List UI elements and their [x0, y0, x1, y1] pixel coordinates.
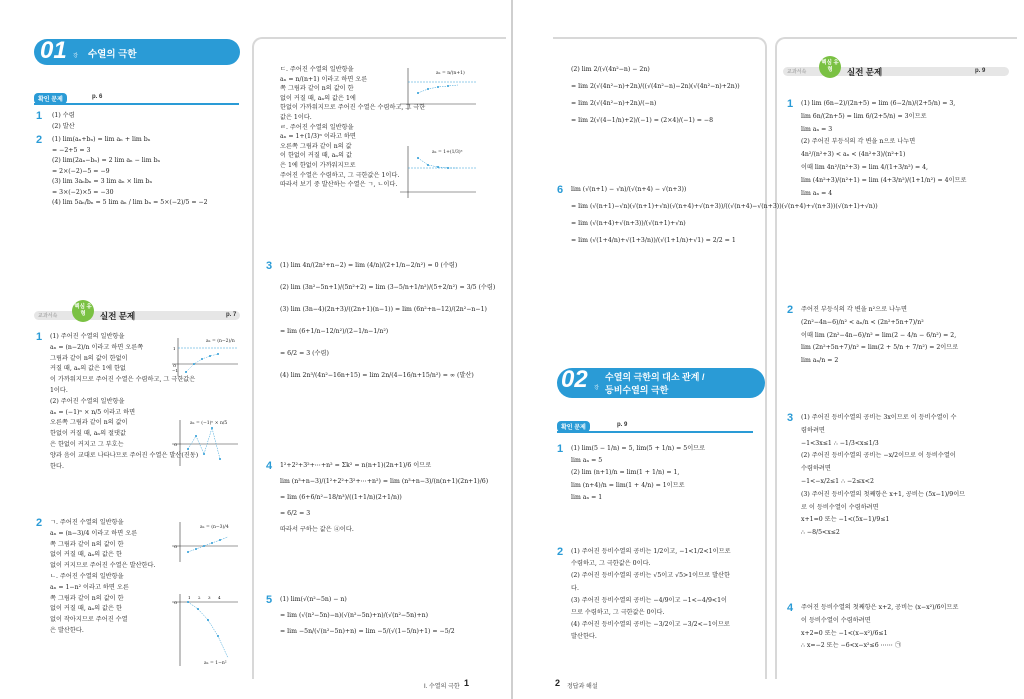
solution-line: 없이 커질 때, aₙ의 값은 1에 — [280, 94, 356, 102]
solution-line: (3) 주어진 등비수열의 공비는 −4/9이고 −1<−4/9<1이 — [571, 596, 727, 604]
solution-line: = lim (√(1+4/n)+√(1+3/n))/(√(1+1/n)+√1) = 2/2 = 1 — [571, 237, 736, 244]
solution-line: 한다. — [50, 462, 64, 470]
solution-line: (4) lim 2n³/(4n²−16n+15) = lim 2n/(4−16/n+15/n²) = ∞ (발산) — [280, 372, 474, 379]
solution-line: 한없이 가까워지므로 주어진 수열은 수렴하고, 그 극한 — [280, 104, 426, 112]
graph-1-label: aₙ = (n−2)/n — [206, 339, 235, 344]
solution-line: 로 이 등비수열이 수렴하려면 — [801, 503, 879, 511]
solution-line: lim 6n/(2n+5) = lim 6/(2+5/n) = 3이므로 — [801, 112, 927, 120]
svg-text:3: 3 — [208, 595, 211, 600]
footer-text: I. 수열의 극한 — [424, 684, 460, 690]
solution-line: aₙ = 1+(1/3)ⁿ 이라고 하면 — [280, 133, 356, 141]
solution-line: (1) lim(aₙ+bₙ) = lim aₙ + lim bₙ — [52, 136, 151, 143]
solution-line: x+1=0 또는 −1<(5x−1)/9≤1 — [801, 516, 890, 524]
solution-line: 오른쪽 그림과 같이 n의 값이 — [50, 419, 128, 427]
solution-line: 없이 작아지므로 주어진 수열 — [50, 616, 128, 624]
solution-line: (3) lim (3n−4)(2n+3)/((2n+1)(n−1)) = lim (6n²+n−12)/(2n²−n−1) — [280, 306, 487, 313]
solution-line: lim (√(n+1) − √n)/(√(n+4) − √(n+3)) — [571, 186, 687, 193]
practice-page-ref: p. 7 — [226, 312, 237, 318]
graph-6-label: aₙ = 1+(1/3)ⁿ — [432, 150, 463, 155]
practice-title: 실전 문제 — [100, 311, 136, 321]
solution-line: lim aₙ = 1 — [571, 493, 603, 501]
solution-line: 1²+2²+3²+⋯+n² = Σk² = n(n+1)(2n+1)/6 이므로 — [280, 462, 432, 469]
chapter-suffix: 강 — [73, 53, 78, 59]
core-type-badge-2: 핵심 유형 — [819, 56, 841, 78]
solution-line: (2) lim (n+1)/n = lim(1 + 1/n) = 1, — [571, 469, 680, 477]
chapter2-title-line2: 등비수열의 극한 — [605, 385, 669, 395]
solution-line: (4) 주어진 등비수열의 공비는 −3/2이고 −3/2<−1이므로 — [571, 621, 730, 629]
solution-line: aₙ = 1−n² 이라고 하면 오른 — [50, 583, 129, 591]
solution-line: (2) 발산 — [52, 122, 75, 130]
problem-number: 2 — [36, 517, 43, 529]
solution-line: lim (n+4)/n = lim(1 + 4/n) = 1이므로 — [571, 481, 685, 489]
solution-line: = lim (6+1/n−12/n²)/(2−1/n−1/n²) — [280, 328, 389, 335]
svg-text:O: O — [174, 600, 178, 605]
solution-line: 수렴하려면 — [801, 465, 831, 473]
right-page — [513, 0, 1024, 699]
solution-line: 커질 때, aₙ의 값은 1에 한없 — [50, 365, 126, 373]
solution-line: (2) 주어진 수열의 일반항을 — [50, 397, 125, 405]
solution-line: (1) 주어진 수열의 일반항을 — [50, 333, 125, 340]
graph-5 — [398, 66, 478, 112]
graph-3-label: aₙ = (n−3)/4 — [200, 525, 229, 530]
solution-line: (2) 주어진 부등식의 각 변을 n으로 나누면 — [801, 138, 916, 146]
solution-line: (2) lim (3n²−5n+1)/(5n²+2) = lim (3−5/n+1/n²)/(5+2/n²) = 3/5 (수렴) — [280, 284, 496, 291]
solution-line: 이 등비수열이 수렴하려면 — [801, 616, 871, 624]
solution-line: aₙ = (−1)ⁿ × n/5 이라고 하면 — [50, 408, 136, 416]
solution-line: ∴ x=−2 또는 −6<x−x²≤6 ⋯⋯ ㉠ — [801, 642, 902, 650]
solution-line: lim aₙ/n = 2 — [801, 357, 839, 365]
solution-line: 따라서 구하는 값은 ④이다. — [280, 526, 354, 533]
problem-number: 4 — [266, 460, 273, 472]
solution-line: lim (4n²+3)/(n²+1) = lim (4+3/n²)/(1+1/n²) = 4이므로 — [801, 176, 967, 184]
solution-line: (2n²−4n−6)/n² < aₙ/n < (2n²+5n+7)/n² — [801, 318, 924, 326]
check2-page-ref: p. 9 — [617, 422, 628, 428]
solution-line: 없이 커지므로 주어진 수열은 발산한다. — [50, 562, 156, 570]
practice2-title: 실전 문제 — [847, 67, 883, 77]
solution-line: 쪽 그림과 같이 n의 값이 한 — [50, 540, 124, 548]
problem-number: 6 — [557, 184, 564, 196]
solution-line: (4) lim 5aₙ/bₙ = 5 lim aₙ / lim bₙ = 5×(−2)/5 = −2 — [52, 199, 208, 206]
solution-line: 은 발산한다. — [50, 627, 84, 634]
solution-line: (2) lim(2aₙ−bₙ) = 2 lim aₙ − lim bₙ — [52, 157, 161, 164]
graph-5-label: aₙ = n/(n+1) — [436, 71, 465, 76]
solution-line: ㄴ. 주어진 수열의 일반항을 — [50, 573, 124, 580]
problem-number: 1 — [557, 443, 564, 455]
solution-line: lim aₙ = 5 — [571, 457, 603, 465]
solution-line: aₙ = n/(n+1) 이라고 하면 오른 — [280, 75, 368, 83]
solution-line: 은 한없이 커지고 그 부호는 — [50, 441, 124, 448]
svg-text:4: 4 — [218, 595, 221, 600]
solution-line: = lim 2(√(4n²−n)+2n)/((√(4n²−n)−2n)(√(4n²−n)+2n)) — [571, 83, 740, 90]
solution-line: = 3×(−2)×5 = −30 — [52, 188, 114, 196]
solution-line: = lim 2(√(4n²−n)+2n)/(−n) — [571, 100, 657, 107]
solution-line: (1) 주어진 등비수열의 공비는 3x이므로 이 등비수열이 수 — [801, 414, 957, 421]
solution-line: 없이 커질 때, aₙ의 값은 한 — [50, 551, 122, 559]
solution-line: (1) lim(√(n²−5n) − n) — [280, 596, 347, 603]
solution-line: 이 한없이 커질 때, aₙ의 값 — [280, 152, 352, 160]
solution-line: (2) 주어진 등비수열의 공비는 √5이고 √5>1이므로 발산한 — [571, 572, 731, 580]
solution-line: (2) lim 2/(√(4n²−n) − 2n) — [571, 66, 650, 73]
svg-text:O: O — [174, 442, 178, 447]
left-page — [0, 0, 511, 699]
practice-band — [34, 311, 240, 320]
solution-line: 주어진 등비수열의 첫째항은 x+2, 공비는 (x−x²)/6이므로 — [801, 604, 959, 611]
graph-4 — [170, 592, 240, 668]
solution-line: = −2+5 = 3 — [52, 146, 91, 154]
solution-line: 쪽 그림과 같이 n의 값이 한 — [50, 594, 124, 602]
solution-line: = 6/2 = 3 — [280, 510, 311, 517]
solution-line: = 6/2 = 3 (수렴) — [280, 350, 329, 357]
practice2-page-ref: p. 9 — [975, 68, 986, 74]
solution-line: −1<3x≤1 ∴ −1/3<x≤1/3 — [801, 439, 879, 447]
problem-number: 1 — [36, 331, 43, 343]
solution-line: (1) lim 4n/(2n²+n−2) = lim (4/n)/(2+1/n−2/n²) = 0 (수렴) — [280, 262, 458, 269]
solution-line: 므로 수렴하고, 그 극한값은 0이다. — [571, 609, 665, 616]
graph-1 — [170, 334, 240, 378]
chapter2-suffix: 강 — [594, 385, 599, 391]
solution-line: 4n²/(n²+3) < aₙ < (4n²+3)/(n²+1) — [801, 151, 906, 159]
solution-line: −1<−x/2≤1 ∴ −2≤x<2 — [801, 478, 874, 485]
solution-line: = lim (6+6/n²−18/n³)/((1+1/n)(2+1/n)) — [280, 494, 402, 501]
solution-line: = 2×(−2)−5 = −9 — [52, 167, 110, 175]
check-page-ref: p. 6 — [92, 94, 103, 100]
solution-line: 주어진 부등식의 각 변을 n²으로 나누면 — [801, 306, 907, 313]
solution-line: 수렴하고, 그 극한값은 0이다. — [571, 560, 651, 568]
solution-line: (3) lim 3aₙbₙ = 3 lim aₙ × lim bₙ — [52, 178, 153, 185]
solution-line: lim aₙ = 3 — [801, 125, 833, 133]
solution-line: (1) lim(5 − 1/n) = 5, lim(5 + 1/n) = 5이므로 — [571, 445, 706, 452]
solution-line: lim (n³+n−3)/(1²+2²+3²+⋯+n²) = lim (n³+n−3)/(n(n+1)(2n+1)/6) — [280, 478, 489, 485]
problem-number: 5 — [266, 594, 273, 606]
solution-line: 이때 lim (2n²−4n−6)/n² = lim(2 − 4/n − 6/n²) = 2, — [801, 331, 957, 339]
solution-line: 주어진 수열은 수렴하고, 그 극한값은 1이다. — [280, 171, 400, 179]
solution-line: 이 가까워지므로 주어진 수열은 수렴하고, 그 극한값은 — [50, 376, 196, 384]
check2-label: 확인 문제 — [557, 421, 590, 432]
problem-number: 3 — [787, 412, 794, 424]
problem-number: 1 — [36, 110, 43, 122]
check-label: 확인 문제 — [34, 93, 67, 104]
solution-line: (2) 주어진 등비수열의 공비는 −x/2이므로 이 등비수열이 — [801, 452, 956, 460]
graph-2 — [170, 418, 240, 468]
svg-text:−1: −1 — [172, 368, 178, 373]
problem-number: 1 — [787, 98, 794, 110]
core-type-badge: 핵심 유형 — [72, 300, 94, 322]
solution-line: 따라서 보기 중 발산하는 수열은 ㄱ, ㄴ이다. — [280, 181, 398, 189]
solution-line: 없이 커질 때, aₙ의 값은 한 — [50, 605, 122, 613]
graph-6 — [398, 144, 478, 200]
practice2-band-label: 교과서속 — [787, 69, 807, 75]
solution-line: ㄱ. 주어진 수열의 일반항을 — [50, 519, 124, 526]
svg-text:O: O — [174, 544, 178, 549]
page-number: 1 — [464, 678, 470, 688]
solution-line: 은 1에 한없이 가까워지므로 — [280, 162, 356, 169]
svg-text:2: 2 — [198, 595, 201, 600]
solution-line: = lim −5n/(√(n²−5n)+n) = lim −5/(√(1−5/n)+1) = −5/2 — [280, 628, 455, 635]
solution-line: 1이다. — [50, 387, 68, 394]
graph-4-label: aₙ = 1−n² — [204, 661, 227, 666]
solution-line: 그림과 같이 n의 값이 한없이 — [50, 354, 128, 362]
solution-line: = lim (√(n+1)−√n)(√(n+1)+√n)(√(n+4)+√(n+3))/((√(n+4)−√(n+3))(√(n+4)+√(n+3))(√(n+1)+√n)) — [571, 203, 878, 210]
svg-text:1: 1 — [188, 595, 191, 600]
solution-line: = lim (√(n²−5n)−n)(√(n²−5n)+n)/(√(n²−5n)+n) — [280, 612, 429, 619]
solution-line: (3) 주어진 등비수열의 첫째항은 x+1, 공비는 (5x−1)/9이므 — [801, 490, 966, 498]
graph-2-label: aₙ = (−1)ⁿ × n/5 — [190, 421, 228, 426]
solution-line: 이때 lim 4n²/(n²+3) = lim 4/(1+3/n²) = 4, — [801, 164, 929, 171]
solution-line: 발산한다. — [571, 633, 597, 641]
solution-line: aₙ = (n−2)/n 이라고 하면 오른쪽 — [50, 343, 144, 351]
solution-line: lim aₙ = 4 — [801, 189, 833, 197]
practice-band-label: 교과서속 — [38, 313, 58, 319]
chapter2-title-line1: 수열의 극한의 대소 관계 / — [605, 372, 705, 382]
svg-text:O: O — [173, 363, 177, 368]
chapter-number: 01 — [40, 37, 67, 64]
solution-line: = lim 2(√(4−1/n)+2)/(−1) = (2×4)/(−1) = −8 — [571, 117, 714, 124]
problem-number: 2 — [787, 304, 794, 316]
solution-line: 한없이 커질 때, aₙ의 절댓값 — [50, 430, 126, 438]
svg-text:1: 1 — [173, 346, 176, 351]
solution-line: 쪽 그림과 같이 n의 값이 한 — [280, 85, 354, 93]
solution-line: = lim (√(n+4)+√(n+3))/(√(n+1)+√n) — [571, 220, 686, 227]
solution-line: x+2=0 또는 −1<(x−x²)/6≤1 — [801, 629, 888, 637]
solution-line: (1) lim (6n−2)/(2n+5) = lim (6−2/n)/(2+5/n) = 3, — [801, 100, 956, 107]
solution-line: 다. — [571, 584, 579, 592]
problem-number: 4 — [787, 602, 794, 614]
problem-number: 3 — [266, 260, 273, 272]
page-number-2: 2 — [555, 678, 561, 688]
solution-line: 값은 1이다. — [280, 114, 312, 121]
solution-line: aₙ = (n−3)/4 이라고 하면 오른 — [50, 529, 138, 537]
solution-line: ㄷ. 주어진 수열의 일반항을 — [280, 66, 354, 73]
check2-rule — [557, 431, 753, 433]
chapter-title: 수열의 극한 — [88, 49, 137, 60]
solution-line: ∴ −8/5<x≤2 — [801, 529, 840, 537]
problem-number: 2 — [557, 546, 564, 558]
problem-number: 2 — [36, 134, 43, 146]
solution-line: ㄹ. 주어진 수열의 일반항을 — [280, 123, 354, 131]
graph-3 — [170, 520, 240, 564]
solution-line: (1) 주어진 등비수열의 공비는 1/2이고, −1<1/2<1이므로 — [571, 548, 731, 555]
solution-line: lim (2n²+5n+7)/n² = lim(2 + 5/n + 7/n²) = 2이므로 — [801, 344, 959, 352]
solution-line: 양과 음이 교대로 나타나므로 주어진 수열은 발산(진동) — [50, 451, 199, 459]
solution-line: (1) 수렴 — [52, 112, 75, 119]
footer-text-2: 정답과 해설 — [567, 684, 598, 690]
chapter2-number: 02 — [561, 366, 588, 393]
solution-line: 오른쪽 그림과 같이 n의 값 — [280, 142, 352, 150]
solution-line: 렴하려면 — [801, 426, 825, 434]
check-rule — [34, 103, 239, 105]
